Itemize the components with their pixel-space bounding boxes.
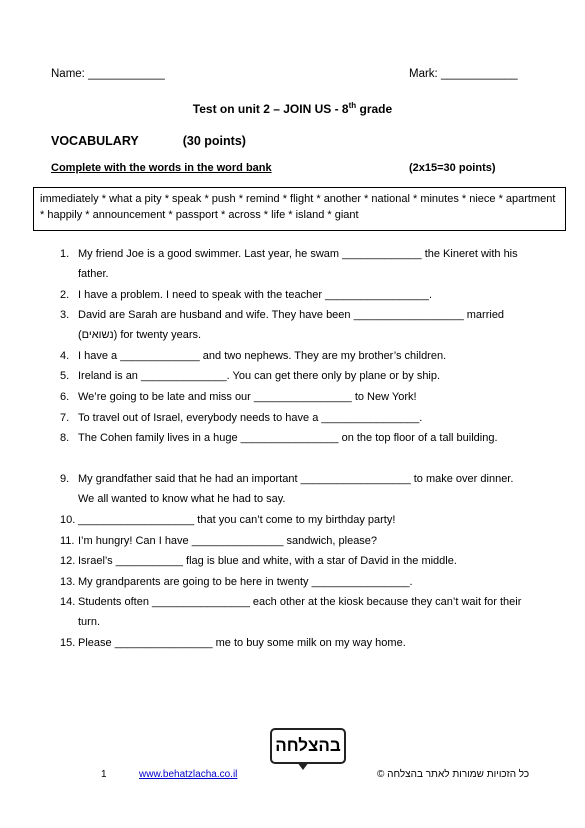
question-text: ___________________ that you can’t come to my birthday party! bbox=[78, 514, 396, 526]
word-bank: immediately * what a pity * speak * push * remind * flight * another * national * minutes * niece * apartment * happily * announcement * passport * across * life * island * giant bbox=[33, 187, 566, 231]
question-text: David are Sarah are husband and wife. They have been __________________ married (נשואים) for twenty years. bbox=[78, 309, 505, 341]
question-item bbox=[60, 346, 530, 366]
question-text: I’m hungry! Can I have _______________ sandwich, please? bbox=[78, 535, 378, 547]
question-text: My friend Joe is a good swimmer. Last year, he swam _____________ the Kineret with his father. bbox=[78, 248, 518, 280]
question-item bbox=[60, 551, 530, 571]
page-number: 1 bbox=[101, 769, 107, 780]
question-item bbox=[60, 531, 530, 551]
title-superscript: th bbox=[348, 101, 357, 110]
question-number: 1. bbox=[60, 248, 70, 260]
name-field-line: Name: ____________ bbox=[51, 68, 165, 80]
question-item bbox=[60, 592, 530, 632]
title-tail: grade bbox=[356, 102, 393, 116]
question-text: Please ________________ me to buy some milk on my way home. bbox=[78, 637, 406, 649]
question-text: The Cohen family lives in a huge ________________ on the top floor of a tall building. bbox=[78, 432, 498, 444]
question-item bbox=[60, 510, 530, 530]
question-item bbox=[60, 408, 530, 428]
question-item bbox=[60, 387, 530, 407]
question-number: 2. bbox=[60, 289, 70, 301]
copyright-notice: כל הזכויות שמורות לאתר בהצלחה © bbox=[377, 769, 530, 780]
question-item bbox=[60, 285, 530, 305]
behatzlacha-logo: בהצלחה bbox=[270, 728, 346, 764]
logo-speech-tail bbox=[297, 762, 309, 770]
question-number: 5. bbox=[60, 370, 70, 382]
title-main: Test on unit 2 – JOIN US - 8 bbox=[192, 102, 349, 116]
question-number: 12. bbox=[60, 555, 76, 567]
question-item bbox=[60, 366, 530, 386]
section-heading bbox=[51, 134, 246, 148]
question-number: 11. bbox=[60, 535, 75, 547]
question-text: Israel’s ___________ flag is blue and white, with a star of David in the middle. bbox=[78, 555, 457, 567]
section-name: VOCABULARY bbox=[51, 134, 139, 148]
question-text: To travel out of Israel, everybody needs to have a ________________. bbox=[78, 412, 423, 424]
question-item bbox=[60, 244, 530, 284]
question-item bbox=[60, 305, 530, 345]
question-item bbox=[60, 428, 530, 448]
test-title bbox=[0, 101, 585, 116]
question-text: My grandparents are going to be here in twenty ________________. bbox=[78, 576, 413, 588]
question-number: 6. bbox=[60, 391, 70, 403]
instructions-text: Complete with the words in the word bank bbox=[51, 162, 272, 174]
question-number: 9. bbox=[60, 473, 70, 485]
question-number: 8. bbox=[60, 432, 70, 444]
section-points: (30 points) bbox=[182, 134, 246, 148]
question-text: We’re going to be late and miss our ________________ to New York! bbox=[78, 391, 417, 403]
instructions-points: (2x15=30 points) bbox=[409, 162, 496, 174]
question-number: 13. bbox=[60, 576, 76, 588]
question-text: Students often ________________ each other at the kiosk because they can’t wait for their turn. bbox=[78, 596, 522, 628]
question-text: I have a _____________ and two nephews. They are my brother’s children. bbox=[78, 350, 447, 362]
question-number: 15. bbox=[60, 637, 76, 649]
question-item bbox=[60, 572, 530, 592]
question-number: 14. bbox=[60, 596, 76, 608]
question-text: Ireland is an ______________. You can get there only by plane or by ship. bbox=[78, 370, 441, 382]
question-item bbox=[60, 633, 530, 653]
question-text: My grandfather said that he had an important __________________ to make over dinner. We all wanted to know what he had to say. bbox=[78, 473, 514, 505]
question-number: 7. bbox=[60, 412, 70, 424]
mark-field-line: Mark: ____________ bbox=[409, 68, 518, 80]
website-link[interactable]: www.behatzlacha.co.il bbox=[139, 769, 238, 780]
question-number: 3. bbox=[60, 309, 70, 321]
question-number: 4. bbox=[60, 350, 70, 362]
question-item bbox=[60, 469, 530, 509]
question-text: I have a problem. I need to speak with the teacher _________________. bbox=[78, 289, 433, 301]
question-number: 10. bbox=[60, 514, 76, 526]
